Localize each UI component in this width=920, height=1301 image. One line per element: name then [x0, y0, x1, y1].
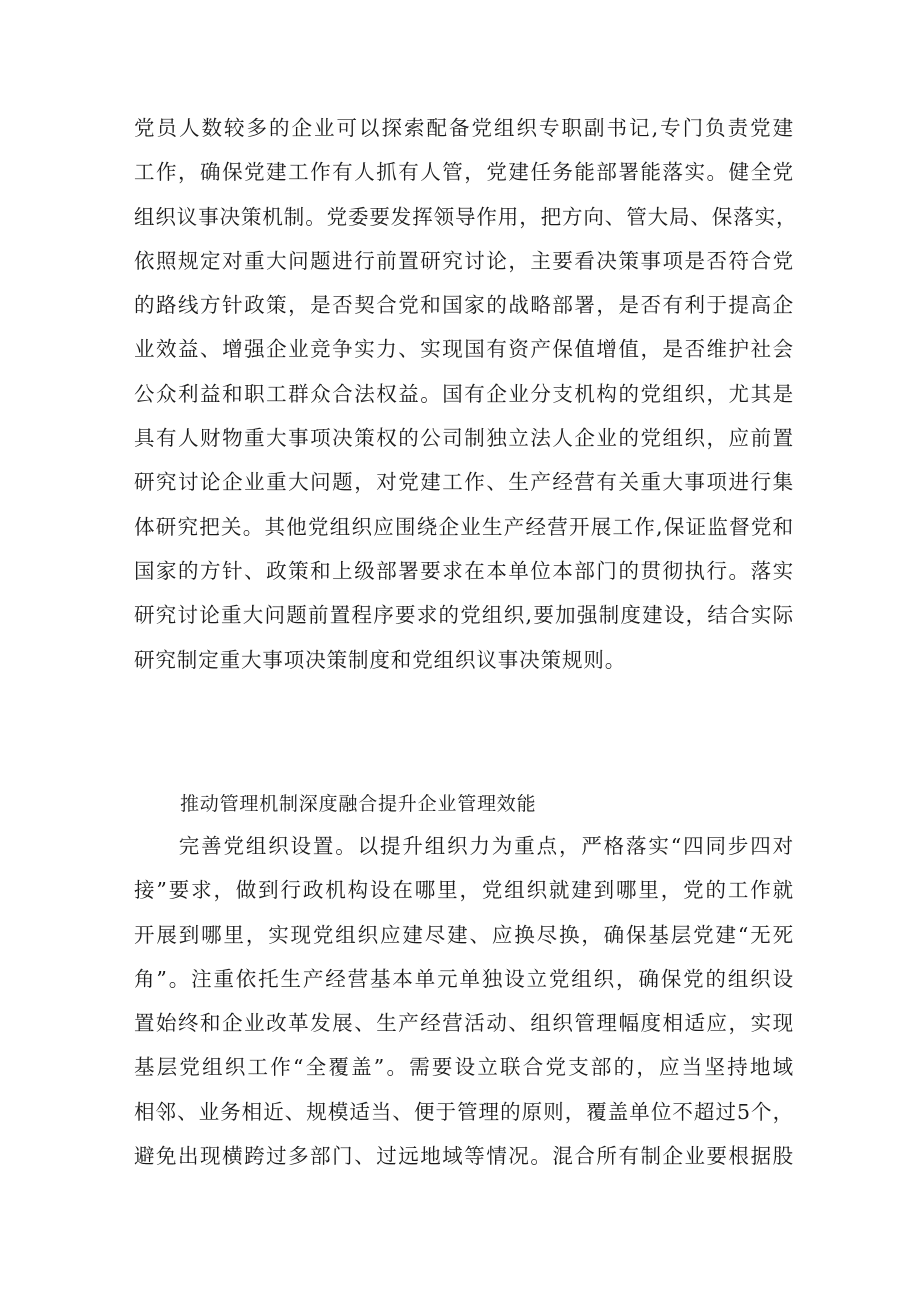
text-line: 避免出现横跨过多部门、过远地域等情况。混合所有制企业要根据股	[134, 1144, 794, 1169]
text-line: 研究讨论重大问题前置程序要求的党组织,要加强制度建设，结合实际	[134, 603, 794, 628]
text-line: 置始终和企业改革发展、生产经营活动、组织管理幅度相适应，实现	[134, 1011, 794, 1036]
body-paragraph-organization-setup	[134, 824, 794, 1178]
text-line: 国家的方针、政策和上级部署要求在本单位本部门的贯彻执行。落实	[134, 558, 794, 583]
text-line: 研究制定重大事项决策制度和党组织议事决策规则。	[134, 647, 627, 672]
text-line: 公众利益和职工群众合法权益。国有企业分支机构的党组织，尤其是	[134, 381, 794, 406]
text-line: 基层党组织工作“全覆盖”。需要设立联合党支部的，应当坚持地域	[134, 1055, 794, 1080]
text-line: 接”要求，做到行政机构设在哪里，党组织就建到哪里，党的工作就	[134, 878, 794, 903]
text-line: 开展到哪里，实现党组织应建尽建、应换尽换，确保基层党建“无死	[134, 922, 794, 947]
text-line: 工作，确保党建工作有人抓有人管，党建任务能部署能落实。健全党	[134, 160, 794, 185]
body-paragraph-decision-mechanism	[134, 106, 798, 682]
text-line: 的路线方针政策，是否契合党和国家的战略部署，是否有利于提高企	[134, 293, 794, 318]
text-line: 具有人财物重大事项决策权的公司制独立法人企业的党组织，应前置	[134, 426, 794, 451]
text-line: 体研究把关。其他党组织应围绕企业生产经营开展工作,保证监督党和	[134, 514, 794, 539]
text-line: 相邻、业务相近、规模适当、便于管理的原则，覆盖单位不超过5个，	[134, 1099, 794, 1124]
text-line: 党员人数较多的企业可以探索配备党组织专职副书记,专门负责党建	[134, 116, 794, 140]
text-line: 依照规定对重大问题进行前置研究讨论，主要看决策事项是否符合党	[134, 248, 794, 273]
text-line: 角”。注重依托生产经营基本单元单独设立党组织，确保党的组织设	[134, 966, 794, 991]
text-line: 组织议事决策机制。党委要发挥领导作用，把方向、管大局、保落实，	[134, 204, 798, 229]
section-heading: 推动管理机制深度融合提升企业管理效能	[180, 793, 537, 815]
text-line: 完善党组织设置。以提升组织力为重点，严格落实“四同步四对	[134, 834, 794, 858]
text-line: 业效益、增强企业竞争实力、实现国有资产保值增值，是否维护社会	[134, 337, 794, 362]
text-line: 研究讨论企业重大问题，对党建工作、生产经营有关重大事项进行集	[134, 470, 794, 495]
